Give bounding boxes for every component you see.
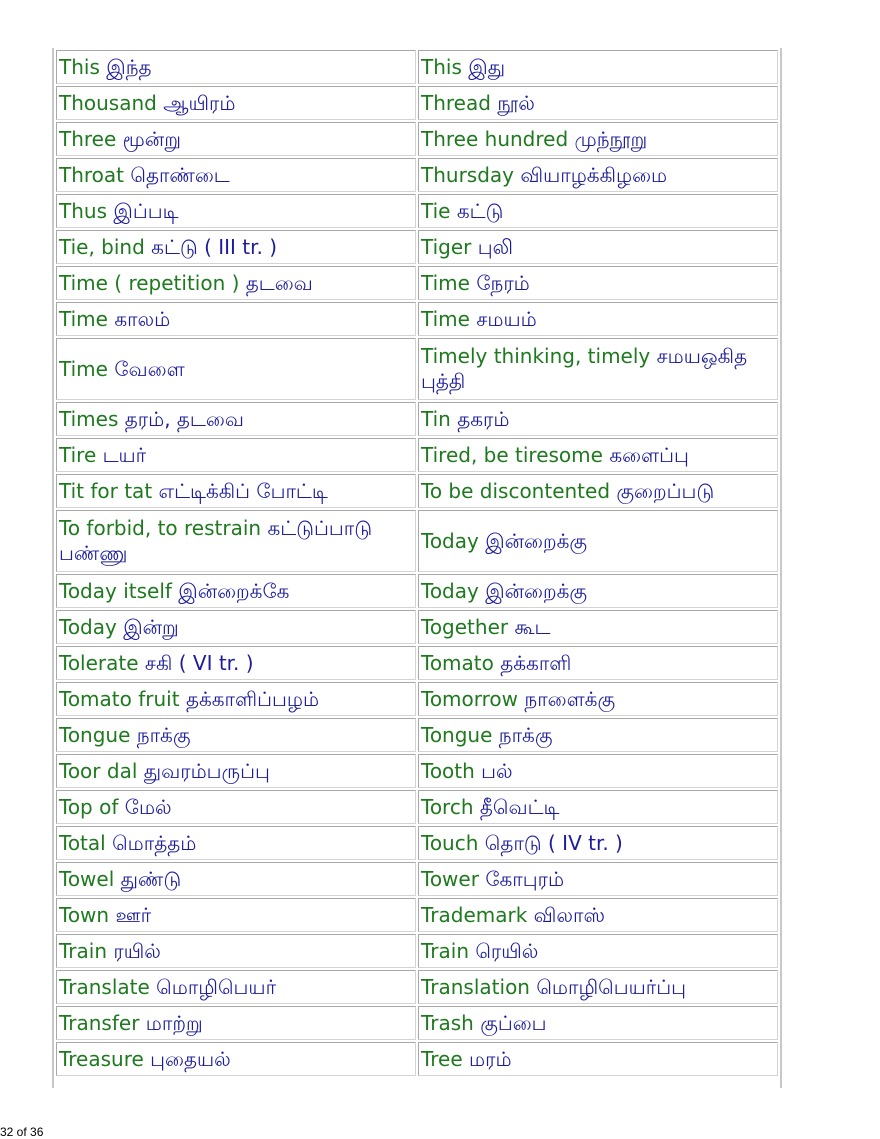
vocab-cell-right (418, 402, 778, 436)
tamil-term: எட்டிக்கிப் போட்டி (158, 478, 328, 503)
tamil-term: துண்டு (120, 866, 182, 891)
english-term: Total (59, 830, 106, 855)
tamil-term: சமயஒகித புத்தி (421, 344, 748, 393)
vocab-cell-left (56, 402, 416, 436)
vocab-cell-right (418, 302, 778, 336)
tamil-term: சகி ( VI tr. ) (144, 650, 254, 675)
tamil-term: இப்படி (113, 198, 179, 223)
english-term: Today (59, 614, 117, 639)
tamil-term: இது (468, 54, 506, 79)
tamil-term: மொத்தம் (112, 830, 197, 855)
table-row (56, 1042, 778, 1076)
vocab-cell-right (418, 266, 778, 300)
english-term: Tomorrow (421, 686, 519, 711)
english-term: Time (421, 270, 470, 295)
english-term: Tie, bind (59, 234, 145, 259)
vocab-cell-right (418, 474, 778, 508)
english-term: Tiger (421, 234, 472, 259)
tamil-term: விலாஸ் (533, 902, 605, 927)
tamil-term: இன்று (123, 614, 179, 639)
tamil-term: மொழிபெயர் (156, 974, 277, 999)
vocab-cell-right (418, 790, 778, 824)
vocab-cell-right (418, 1006, 778, 1040)
tamil-term: மாற்று (145, 1010, 203, 1035)
tamil-term: குப்பை (480, 1010, 547, 1035)
vocab-cell-right (418, 438, 778, 472)
vocab-cell-left (56, 970, 416, 1004)
english-term: Together (421, 614, 509, 639)
right-border-rule (780, 48, 782, 1088)
table-row (56, 898, 778, 932)
english-term: Thursday (421, 162, 514, 187)
table-row (56, 862, 778, 896)
table-row (56, 682, 778, 716)
tamil-term: தொண்டை (130, 162, 230, 187)
tamil-term: முந்நூறு (574, 126, 648, 151)
vocab-cell-right (418, 122, 778, 156)
tamil-term: நேரம் (476, 270, 530, 295)
vocab-cell-left (56, 610, 416, 644)
vocab-cell-left (56, 474, 416, 508)
table-row (56, 438, 778, 472)
vocab-cell-left (56, 122, 416, 156)
tamil-term: கட்டு ( III tr. ) (151, 234, 278, 259)
english-term: This (59, 54, 100, 79)
tamil-term: இந்த (106, 54, 152, 79)
english-term: Time (59, 356, 108, 381)
tamil-term: புலி (477, 234, 514, 259)
tamil-term: இன்றைக்கு (485, 578, 588, 603)
vocab-cell-right (418, 646, 778, 680)
vocab-cell-left (56, 1042, 416, 1076)
table-row (56, 402, 778, 436)
vocab-cell-right (418, 718, 778, 752)
vocab-cell-left (56, 826, 416, 860)
vocab-cell-right (418, 230, 778, 264)
english-term: Tree (421, 1046, 463, 1071)
tamil-term: காலம் (114, 306, 171, 331)
english-term: Time (59, 306, 108, 331)
vocab-cell-left (56, 1006, 416, 1040)
tamil-term: தீவெட்டி (479, 794, 560, 819)
tamil-term: பல் (481, 758, 513, 783)
tamil-term: நாக்கு (136, 722, 191, 747)
table-row (56, 302, 778, 336)
english-term: Tired, be tiresome (421, 442, 603, 467)
tamil-term: கட்டுப்பாடு பண்ணு (59, 516, 373, 565)
vocab-cell-right (418, 970, 778, 1004)
page-number: 32 of 36 (0, 1125, 44, 1139)
english-term: Time ( repetition ) (59, 270, 240, 295)
tamil-term: நாளைக்கு (524, 686, 616, 711)
table-row (56, 718, 778, 752)
english-term: This (421, 54, 462, 79)
table-row (56, 230, 778, 264)
english-term: Today itself (59, 578, 172, 603)
vocab-cell-left (56, 934, 416, 968)
english-term: Treasure (59, 1046, 144, 1071)
tamil-term: தகரம் (457, 406, 510, 431)
vocab-cell-left (56, 862, 416, 896)
english-term: Train (59, 938, 107, 963)
table-row (56, 86, 778, 120)
tamil-term: மொழிபெயர்ப்பு (536, 974, 686, 999)
english-term: Thousand (59, 90, 157, 115)
vocab-cell-right (418, 86, 778, 120)
tamil-term: ரெயில் (475, 938, 539, 963)
english-term: Tie (421, 198, 451, 223)
table-row (56, 474, 778, 508)
english-term: Tomato (421, 650, 494, 675)
english-term: Tolerate (59, 650, 139, 675)
table-row (56, 826, 778, 860)
vocab-cell-left (56, 302, 416, 336)
vocab-cell-left (56, 338, 416, 400)
english-term: Today (421, 578, 479, 603)
table-row (56, 754, 778, 788)
english-term: To be discontented (421, 478, 611, 503)
english-term: Tit for tat (59, 478, 153, 503)
tamil-term: மரம் (469, 1046, 512, 1071)
tamil-term: வியாழக்கிழமை (520, 162, 668, 187)
english-term: Touch (421, 830, 479, 855)
english-term: Tongue (421, 722, 493, 747)
vocab-cell-right (418, 862, 778, 896)
tamil-term: ஊர் (115, 902, 152, 927)
table-row (56, 790, 778, 824)
vocab-cell-left (56, 718, 416, 752)
tamil-term: தக்காளி (500, 650, 572, 675)
table-row (56, 510, 778, 572)
tamil-term: மூன்று (122, 126, 181, 151)
english-term: Timely thinking, timely (421, 344, 651, 368)
english-term: Thus (59, 198, 107, 223)
english-term: Translation (421, 974, 530, 999)
table-row (56, 610, 778, 644)
table-row (56, 266, 778, 300)
vocab-cell-left (56, 754, 416, 788)
tamil-term: தரம், தடவை (124, 406, 244, 431)
vocab-cell-right (418, 610, 778, 644)
tamil-term: தொடு ( IV tr. ) (484, 830, 623, 855)
vocabulary-table (54, 48, 780, 1078)
english-term: Transfer (59, 1010, 140, 1035)
vocab-cell-right (418, 934, 778, 968)
tamil-term: சமயம் (476, 306, 537, 331)
vocab-cell-left (56, 266, 416, 300)
english-term: Times (59, 406, 119, 431)
vocab-cell-left (56, 438, 416, 472)
english-term: Today (421, 528, 479, 553)
english-term: Torch (421, 794, 474, 819)
english-term: Three hundred (421, 126, 569, 151)
english-term: Thread (421, 90, 491, 115)
english-term: Translate (59, 974, 150, 999)
vocab-cell-left (56, 682, 416, 716)
vocab-cell-left (56, 898, 416, 932)
english-term: Towel (59, 866, 115, 891)
tamil-term: நூல் (497, 90, 535, 115)
table-row (56, 646, 778, 680)
english-term: Time (421, 306, 470, 331)
table-row (56, 1006, 778, 1040)
vocab-cell-right (418, 50, 778, 84)
tamil-term: தடவை (245, 270, 313, 295)
english-term: Tin (421, 406, 451, 431)
english-term: Tooth (421, 758, 475, 783)
english-term: Throat (59, 162, 125, 187)
tamil-term: கோபுரம் (485, 866, 565, 891)
vocab-cell-right (418, 826, 778, 860)
vocab-cell-right (418, 682, 778, 716)
english-term: Top of (59, 794, 119, 819)
english-term: Tongue (59, 722, 131, 747)
table-row (56, 338, 778, 400)
tamil-term: ரயில் (113, 938, 161, 963)
tamil-term: மேல் (124, 794, 172, 819)
vocab-cell-right (418, 898, 778, 932)
tamil-term: துவரம்பருப்பு (143, 758, 270, 783)
vocab-cell-right (418, 1042, 778, 1076)
english-term: Tower (421, 866, 479, 891)
vocab-cell-left (56, 158, 416, 192)
tamil-term: புதையல் (150, 1046, 231, 1071)
vocab-cell-left (56, 574, 416, 608)
table-row (56, 50, 778, 84)
vocab-cell-right (418, 510, 778, 572)
tamil-term: நாக்கு (498, 722, 553, 747)
tamil-term: டயர் (102, 442, 147, 467)
tamil-term: வேளை (114, 356, 185, 381)
tamil-term: கூட (514, 614, 551, 639)
table-row (56, 122, 778, 156)
tamil-term: ஆயிரம் (163, 90, 236, 115)
vocab-cell-left (56, 790, 416, 824)
english-term: Tire (59, 442, 97, 467)
vocab-cell-right (418, 158, 778, 192)
vocab-cell-left (56, 230, 416, 264)
vocab-cell-left (56, 86, 416, 120)
vocab-cell-left (56, 646, 416, 680)
tamil-term: கட்டு (456, 198, 504, 223)
english-term: Town (59, 902, 110, 927)
tamil-term: இன்றைக்கு (485, 528, 588, 553)
english-term: Three (59, 126, 117, 151)
english-term: Toor dal (59, 758, 138, 783)
vocab-cell-right (418, 754, 778, 788)
table-row (56, 934, 778, 968)
vocab-cell-right (418, 574, 778, 608)
vocab-cell-left (56, 510, 416, 572)
english-term: Trash (421, 1010, 474, 1035)
tamil-term: களைப்பு (609, 442, 689, 467)
vocab-cell-left (56, 50, 416, 84)
table-row (56, 158, 778, 192)
english-term: To forbid, to restrain (59, 516, 262, 540)
english-term: Tomato fruit (59, 686, 180, 711)
table-row (56, 194, 778, 228)
vocab-cell-left (56, 194, 416, 228)
english-term: Trademark (421, 902, 528, 927)
vocab-cell-right (418, 194, 778, 228)
table-row (56, 574, 778, 608)
vocab-cell-right (418, 338, 778, 400)
tamil-term: தக்காளிப்பழம் (185, 686, 320, 711)
tamil-term: இன்றைக்கே (178, 578, 290, 603)
english-term: Train (421, 938, 469, 963)
tamil-term: குறைப்படு (616, 478, 715, 503)
table-row (56, 970, 778, 1004)
